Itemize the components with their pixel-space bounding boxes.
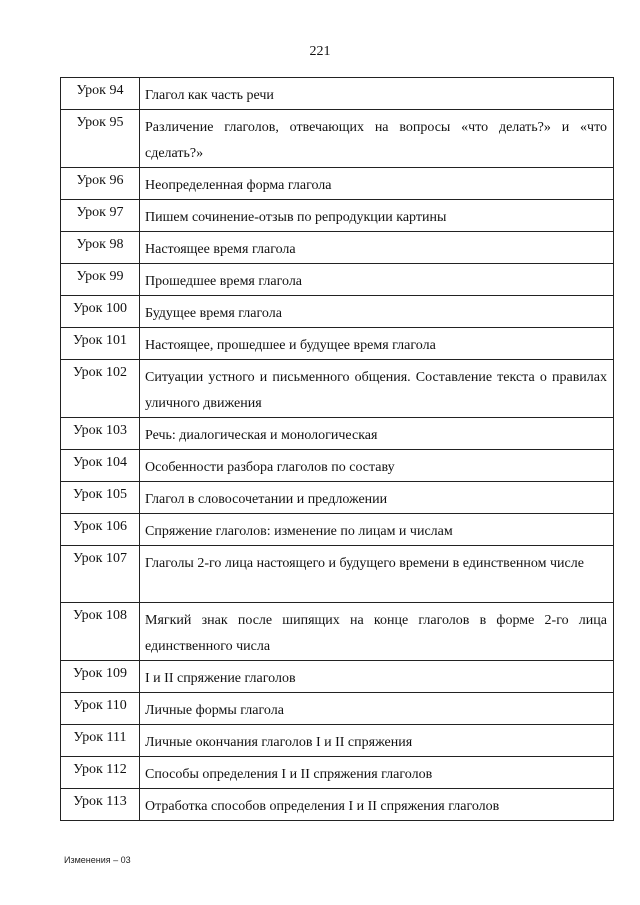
footer-note: Изменения – 03 [64, 855, 131, 865]
lesson-number: Урок 108 [73, 608, 127, 623]
lesson-table [60, 77, 614, 821]
table-row [61, 78, 614, 110]
lesson-topic-cell [140, 418, 614, 450]
lesson-topic: Прошедшее время глагола [145, 274, 303, 289]
lesson-topic-cell [140, 78, 614, 110]
lesson-number-cell [61, 232, 140, 264]
lesson-number-cell [61, 264, 140, 296]
lesson-number: Урок 97 [76, 205, 124, 220]
lesson-number-cell [61, 757, 140, 789]
lesson-number: Урок 102 [73, 365, 127, 380]
lesson-topic-cell [140, 482, 614, 514]
table-row [61, 450, 614, 482]
table-row [61, 168, 614, 200]
table-row [61, 603, 614, 661]
lesson-number: Урок 98 [76, 237, 124, 252]
lesson-topic-cell [140, 789, 614, 821]
lesson-number-cell [61, 296, 140, 328]
lesson-number-cell [61, 328, 140, 360]
lesson-topic-cell [140, 757, 614, 789]
lesson-topic: Мягкий знак после шипящих на конце глаголов в форме 2-го лица единственного числа [145, 613, 607, 654]
lesson-topic: Спряжение глаголов: изменение по лицам и числам [145, 524, 453, 539]
lesson-number-cell [61, 603, 140, 661]
table-row [61, 296, 614, 328]
lesson-topic-cell [140, 296, 614, 328]
lesson-topic-cell [140, 110, 614, 168]
table-row [61, 418, 614, 450]
lesson-number-cell [61, 450, 140, 482]
lesson-number-cell [61, 418, 140, 450]
lesson-number-cell [61, 168, 140, 200]
lesson-topic-cell [140, 514, 614, 546]
lesson-number: Урок 110 [73, 698, 127, 713]
lesson-topic: Личные окончания глаголов I и II спряжения [145, 735, 413, 750]
lesson-number: Урок 100 [73, 301, 127, 316]
lesson-number: Урок 104 [73, 455, 127, 470]
lesson-topic-cell [140, 450, 614, 482]
lesson-number: Урок 109 [73, 666, 127, 681]
lesson-topic: Различение глаголов, отвечающих на вопросы «что делать?» и «что сделать?» [145, 120, 607, 161]
table-row [61, 725, 614, 757]
lesson-topic: Отработка способов определения I и II спряжения глаголов [145, 799, 500, 814]
lesson-number-cell [61, 360, 140, 418]
lesson-number: Урок 103 [73, 423, 127, 438]
lesson-number: Урок 101 [73, 333, 127, 348]
lesson-topic: Ситуации устного и письменного общения. Составление текста о правилах уличного движения [145, 370, 607, 411]
lesson-number-cell [61, 200, 140, 232]
table-row [61, 693, 614, 725]
lesson-topic: Пишем сочинение-отзыв по репродукции картины [145, 210, 447, 225]
lesson-topic: Глаголы 2-го лица настоящего и будущего времени в единственном числе [145, 556, 584, 571]
table-row [61, 661, 614, 693]
lesson-topic: Неопределенная форма глагола [145, 178, 332, 193]
table-row [61, 110, 614, 168]
lesson-number-cell [61, 110, 140, 168]
table-row [61, 789, 614, 821]
lesson-topic: Личные формы глагола [145, 703, 284, 718]
lesson-number: Урок 94 [76, 83, 124, 98]
lesson-topic: Особенности разбора глаголов по составу [145, 460, 395, 475]
lesson-topic: I и II спряжение глаголов [145, 671, 296, 686]
table-row [61, 757, 614, 789]
lesson-topic-cell [140, 693, 614, 725]
table-row [61, 232, 614, 264]
lesson-topic-cell [140, 603, 614, 661]
lesson-topic-cell [140, 200, 614, 232]
lesson-topic-cell [140, 168, 614, 200]
lesson-topic-cell [140, 661, 614, 693]
lesson-number: Урок 95 [76, 115, 124, 130]
lesson-number-cell [61, 482, 140, 514]
table-row [61, 360, 614, 418]
lesson-number-cell [61, 725, 140, 757]
lesson-number-cell [61, 78, 140, 110]
lesson-topic: Настоящее время глагола [145, 242, 296, 257]
lesson-topic-cell [140, 264, 614, 296]
table-row [61, 328, 614, 360]
table-row [61, 200, 614, 232]
lesson-number: Урок 107 [73, 551, 127, 566]
table-row [61, 264, 614, 296]
lesson-topic: Настоящее, прошедшее и будущее время глагола [145, 338, 436, 353]
lesson-number: Урок 106 [73, 519, 127, 534]
lesson-number: Урок 113 [73, 794, 127, 809]
lesson-topic-cell [140, 546, 614, 603]
table-row [61, 514, 614, 546]
lesson-topic: Глагол в словосочетании и предложении [145, 492, 388, 507]
lesson-number-cell [61, 514, 140, 546]
lesson-topic: Речь: диалогическая и монологическая [145, 428, 378, 443]
lesson-number: Урок 111 [73, 730, 127, 745]
page-number: 221 [309, 44, 331, 59]
lesson-number: Урок 96 [76, 173, 124, 188]
lesson-topic: Способы определения I и II спряжения глаголов [145, 767, 433, 782]
lesson-number-cell [61, 789, 140, 821]
table-row [61, 546, 614, 603]
lesson-number: Урок 112 [73, 762, 127, 777]
lesson-topic-cell [140, 328, 614, 360]
lesson-number: Урок 105 [73, 487, 127, 502]
table-row [61, 482, 614, 514]
lesson-rows [61, 78, 614, 821]
lesson-number-cell [61, 546, 140, 603]
lesson-number: Урок 99 [76, 269, 124, 284]
lesson-topic: Будущее время глагола [145, 306, 282, 321]
lesson-number-cell [61, 661, 140, 693]
lesson-topic-cell [140, 725, 614, 757]
lesson-number-cell [61, 693, 140, 725]
lesson-topic-cell [140, 232, 614, 264]
lesson-topic: Глагол как часть речи [145, 88, 274, 103]
lesson-topic-cell [140, 360, 614, 418]
